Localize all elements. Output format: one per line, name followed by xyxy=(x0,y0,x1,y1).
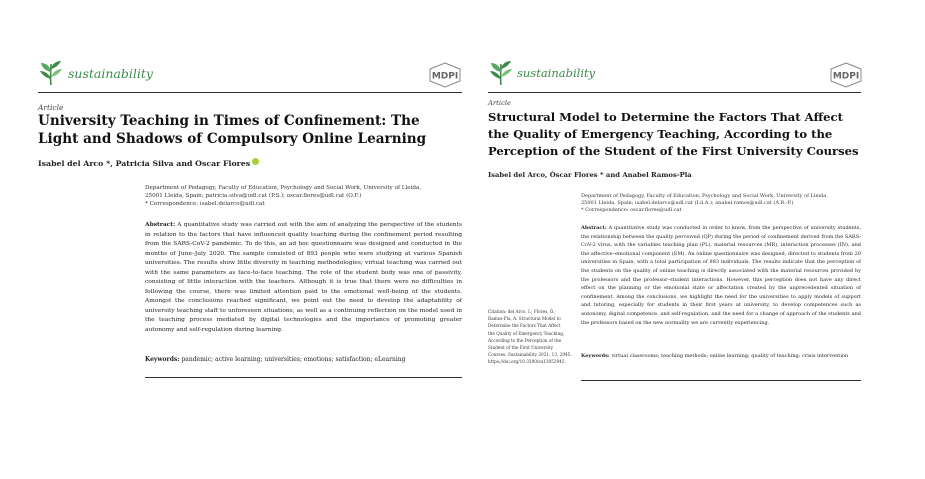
affiliation-block xyxy=(145,184,421,208)
abstract-text: A quantitative study was carried out with the aim of analyzing the perspective of the students in relation to the factors that have influenced quality teaching during the confinement period resulting from the SARS-CoV-2 pandemic. To do this, an ad hoc questionnaire was designed and conducted in the months of June–July 2020. The sample consisted of 893 people who were studying at various Spanish universities. The results show little diversity in teaching methodologies; virtual teaching was carried out with the same parameters as face-to-face teaching. The role of the student body was one of passivity, consisting of little interaction with the teachers. Although it is true that there were no difficulties in following the course, there was limited attention paid to the emotional well-being of the students. Amongst the conclusions reached significant, we point out the need to develop the adaptability of university teaching staff to unforeseen situations, as well as a continuing reflection on the model used in the teaching process mediated by digital technologies and the importance of promoting greater autonomy and self-regulation during learning. xyxy=(145,222,462,334)
citation-line: Citation: del Arco, I.; Flores, Ò.; xyxy=(488,309,556,314)
citation-block xyxy=(488,308,572,366)
keywords-label: Keywords: xyxy=(581,353,610,359)
affiliation-line: Department of Pedagogy, Faculty of Education, Psychology and Social Work, University of Lleida, xyxy=(145,185,422,191)
paper-page-right xyxy=(470,0,925,479)
orcid-icon xyxy=(252,158,259,165)
abstract-text: A quantitative study was conducted in order to know, from the perspective of university students, the relationship between the quality perceived (QP) during the period of confinement derived from the SARS-CoV-2 virus, with the variables teaching plan (PL), material resources (MR), interaction processes (IN), and the affective–emotional component (EM). An online questionnaire was designed, directed to students from 20 universities in Spain, with a total participation of 893 individuals. The results indicate that the perception of the students on the quality of online teaching is directly associated with the material resources provided by the professors and the professor–student interactions. However, this perception does not have any direct effect on the planning or the emotional state or affectation created by the unprecedented situation of confinement. Among the conclusions, we highlight the need for the universities to apply models of support and tutoring, especially for students in their first years at university, to develop competences such as autonomy, digital competence, and self-regulation, and the need for a change of approach of the students and the professors based on the new normality we are currently experiencing. xyxy=(581,225,861,326)
citation-line: Courses. Sustainability 2021, 13, 2945. xyxy=(488,352,572,358)
abstract xyxy=(145,220,462,336)
citation-line: According to the Perception of the xyxy=(488,337,562,343)
citation-line: Ramos-Pla, A. Structural Model to xyxy=(488,316,561,322)
paper-authors: Isabel del Arco, Òscar Flores * and Anabel Ramos-Pla xyxy=(488,171,692,179)
paper-title: Structural Model to Determine the Factors That Affect the Quality of Emergency Teaching, According to the Perception of the Student of the First University Courses xyxy=(488,110,859,158)
journal-name: sustainability xyxy=(517,66,596,80)
correspondence-line: * Correspondence: isabel.delarco@udl.cat xyxy=(145,201,265,207)
paper-title: University Teaching in Times of Confinement: The Light and Shadows of Compulsory Online Learning xyxy=(38,113,427,147)
affiliation-line: Department of Pedagogy, Faculty of Education, Psychology and Social Work, University of Lleida, xyxy=(581,193,828,199)
publisher-name: MDPI xyxy=(832,71,860,82)
citation-line: Determine the Factors That Affect xyxy=(488,323,561,329)
keywords-label: Keywords: xyxy=(145,356,180,363)
mdpi-logo-icon xyxy=(829,62,863,88)
journal-leaf-logo-icon xyxy=(38,60,64,86)
journal-leaf-logo-icon xyxy=(488,60,514,86)
keywords-text: pandemic; active learning; universities; emotions; satisfaction; eLearning xyxy=(181,356,406,363)
journal-name: sustainability xyxy=(68,66,153,81)
keywords-rule xyxy=(145,377,462,378)
affiliation-line: 25001 Lleida, Spain; isabel.delarco@udl.cat (I.d.A.); anabel.ramos@udl.cat (A.R.-P.) xyxy=(581,200,794,207)
paper-authors xyxy=(38,158,259,168)
article-type-label: Article xyxy=(488,99,512,107)
keywords-text: virtual classrooms; teaching methods; online learning; quality of teaching; crisis intervention xyxy=(611,353,849,359)
keywords xyxy=(581,352,861,361)
publisher-name: MDPI xyxy=(431,71,459,82)
header-rule xyxy=(488,92,861,93)
abstract-label: Abstract: xyxy=(145,221,176,228)
author-list: Isabel del Arco *, Patricia Silva and Oscar Flores xyxy=(38,159,251,168)
citation-line: the Quality of Emergency Teaching, xyxy=(488,330,565,336)
affiliation-block xyxy=(581,193,828,215)
article-type-label: Article xyxy=(38,103,64,112)
affiliation-line: 25001 Lleida, Spain; patricia.silva@udl.cat (P.S.); oscar.flores@udl.cat (O.F.) xyxy=(145,193,362,199)
correspondence-line: * Correspondence: oscar.flores@udl.cat xyxy=(581,207,682,214)
mdpi-logo-icon xyxy=(428,62,462,88)
citation-doi-link[interactable]: https://doi.org/10.3390/su13052945 xyxy=(488,359,565,365)
abstract-label: Abstract: xyxy=(581,225,607,231)
citation-line: Student of the First University xyxy=(488,345,554,351)
header-rule xyxy=(38,92,462,93)
keywords xyxy=(145,355,462,364)
keywords-rule xyxy=(581,380,861,381)
abstract xyxy=(581,224,861,327)
